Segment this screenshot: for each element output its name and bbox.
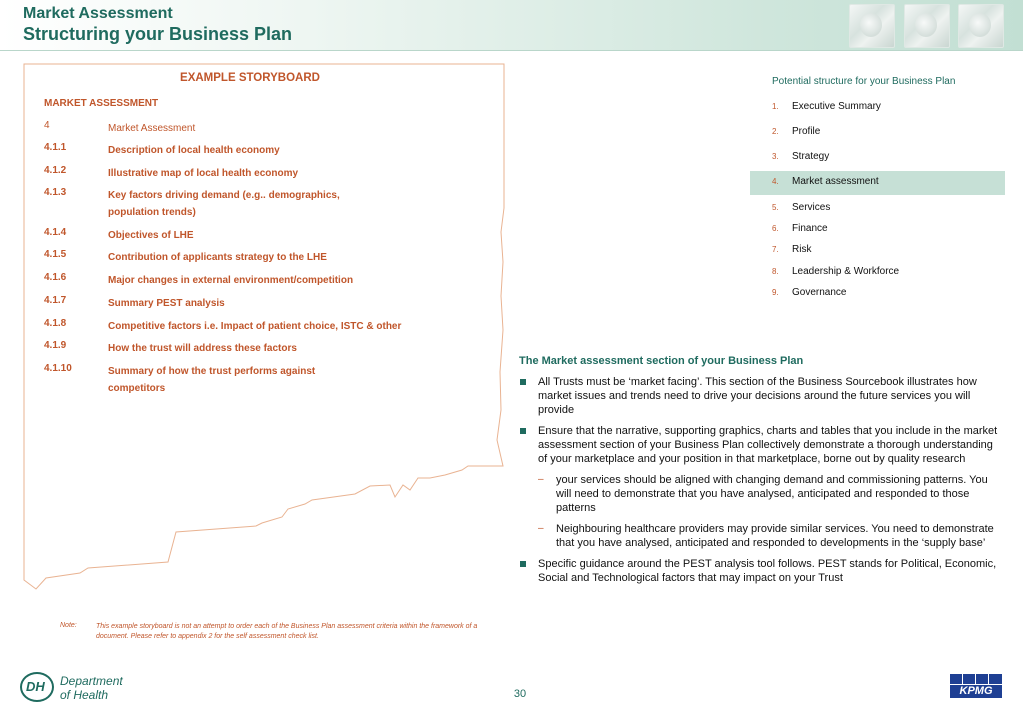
structure-item-market-assessment — [750, 171, 1005, 195]
storyboard-row-text: How the trust will address these factors — [108, 343, 297, 354]
storyboard-row-text: Summary of how the trust performs against competitors — [108, 366, 316, 394]
structure-item-label: Services — [792, 202, 831, 213]
potential-structure-title: Potential structure for your Business Plan — [772, 76, 956, 87]
structure-item-number: 2. — [772, 127, 779, 136]
kpmg-square-icon — [963, 674, 975, 684]
department-of-health-logo — [20, 672, 130, 704]
structure-item-executive-summary — [750, 96, 1005, 120]
market-section-title: The Market assessment section of your Business Plan — [519, 355, 804, 367]
storyboard-row-number: 4.1.1 — [44, 142, 67, 153]
storyboard-row-text: Competitive factors i.e. Impact of patient choice, ISTC & other — [108, 321, 402, 332]
bullet-text: Specific guidance around the PEST analysis tool follows. PEST stands for Political, Economic, Social and Technological factors that may impact on your Trust — [538, 558, 997, 584]
dh-logo-line2: of Health — [60, 688, 109, 702]
storyboard-row-number: 4.1.10 — [44, 363, 72, 374]
storyboard-row-text: Contribution of applicants strategy to the LHE — [108, 252, 327, 263]
bullet-item — [519, 375, 1004, 417]
kpmg-square-icon — [989, 674, 1002, 684]
storyboard-row-number: 4.1.5 — [44, 249, 67, 260]
kpmg-square-icon — [950, 674, 962, 684]
structure-item-label: Executive Summary — [792, 101, 881, 112]
storyboard-row-number: 4.1.7 — [44, 295, 67, 306]
sub-bullet-text: your services should be aligned with changing demand and commissioning patterns. You will need to demonstrate that you have analysed, anticipated and responded to those patterns — [556, 474, 988, 514]
structure-item-label: Profile — [792, 126, 821, 137]
header-title-line2: Structuring your Business Plan — [23, 24, 293, 44]
structure-item-strategy — [750, 146, 1005, 170]
structure-item-number: 3. — [772, 152, 779, 161]
kpmg-wordmark: KPMG — [950, 685, 1002, 698]
storyboard-row-number: 4.1.3 — [44, 187, 67, 198]
storyboard-row-text: Objectives of LHE — [108, 230, 194, 241]
storyboard-row-number: 4.1.9 — [44, 340, 67, 351]
dash-bullet-icon: – — [538, 523, 544, 534]
structure-item-number: 6. — [772, 224, 779, 233]
structure-item-number: 7. — [772, 245, 779, 254]
storyboard-row-text: Summary PEST analysis — [108, 298, 225, 309]
storyboard-row-number: 4.1.4 — [44, 227, 67, 238]
page-number: 30 — [513, 688, 527, 700]
header-title-line1: Market Assessment — [23, 5, 173, 22]
structure-item-number: 8. — [772, 267, 779, 276]
bullet-text: Ensure that the narrative, supporting graphics, charts and tables that you include in the market assessment section of your Business Plan collectively demonstrate a thorough understanding of your marketplace and your position in that marketplace, borne out by quality research — [538, 425, 998, 465]
square-bullet-icon — [520, 379, 526, 385]
storyboard-title: EXAMPLE STORYBOARD — [180, 72, 320, 84]
storyboard-row-number: 4.1.8 — [44, 318, 67, 329]
dh-initials: DH — [26, 679, 45, 694]
bullet-item — [519, 557, 1004, 585]
bullet-item — [519, 424, 1004, 466]
market-section-bullets — [519, 375, 1004, 592]
sub-bullet-item — [519, 522, 1004, 550]
structure-item-governance — [750, 282, 1005, 306]
note-label: Note: — [60, 622, 77, 629]
square-bullet-icon — [520, 561, 526, 567]
structure-item-label: Governance — [792, 287, 847, 298]
storyboard-row-number: 4.1.6 — [44, 272, 67, 283]
structure-item-label: Strategy — [792, 151, 830, 162]
structure-item-number: 1. — [772, 102, 779, 111]
storyboard-row-text: Major changes in external environment/competition — [108, 275, 354, 286]
storyboard-row-number: 4 — [44, 120, 50, 131]
structure-item-label: Finance — [792, 223, 828, 234]
storyboard-row-text: Key factors driving demand (e.g.. demographics, population trends) — [108, 190, 340, 218]
dh-logo-line1: Department — [60, 674, 123, 688]
storyboard-row-text: Market Assessment — [108, 123, 196, 134]
structure-item-number: 4. — [772, 177, 779, 186]
storyboard-row-number: 4.1.2 — [44, 165, 67, 176]
structure-item-label: Risk — [792, 244, 812, 255]
structure-item-profile — [750, 121, 1005, 145]
storyboard-row-text: Illustrative map of local health economy — [108, 168, 299, 179]
structure-item-risk — [750, 239, 1005, 263]
square-bullet-icon — [520, 428, 526, 434]
note-text: This example storyboard is not an attempt to order each of the Business Plan assessment criteria within the framework of a document. Please refer to appendix 2 for the self assessment check list. — [96, 623, 478, 640]
structure-item-number: 9. — [772, 288, 779, 297]
structure-item-label: Market assessment — [792, 176, 879, 187]
sub-bullet-text: Neighbouring healthcare providers may provide similar services. You need to demonstrate that you have analysed, anticipated and responded to developments in the ‘supply base’ — [556, 523, 994, 549]
storyboard-section-heading: MARKET ASSESSMENT — [44, 98, 159, 109]
structure-item-number: 5. — [772, 203, 779, 212]
kpmg-logo — [950, 674, 1002, 700]
storyboard-row-text: Description of local health economy — [108, 145, 280, 156]
bullet-text: All Trusts must be ‘market facing’. This section of the Business Sourcebook illustrates how market issues and trends need to drive your decisions around the future services you will provide — [538, 376, 977, 416]
sub-bullet-item — [519, 473, 1004, 515]
kpmg-square-icon — [976, 674, 988, 684]
dash-bullet-icon: – — [538, 474, 544, 485]
structure-item-label: Leadership & Workforce — [792, 266, 900, 277]
